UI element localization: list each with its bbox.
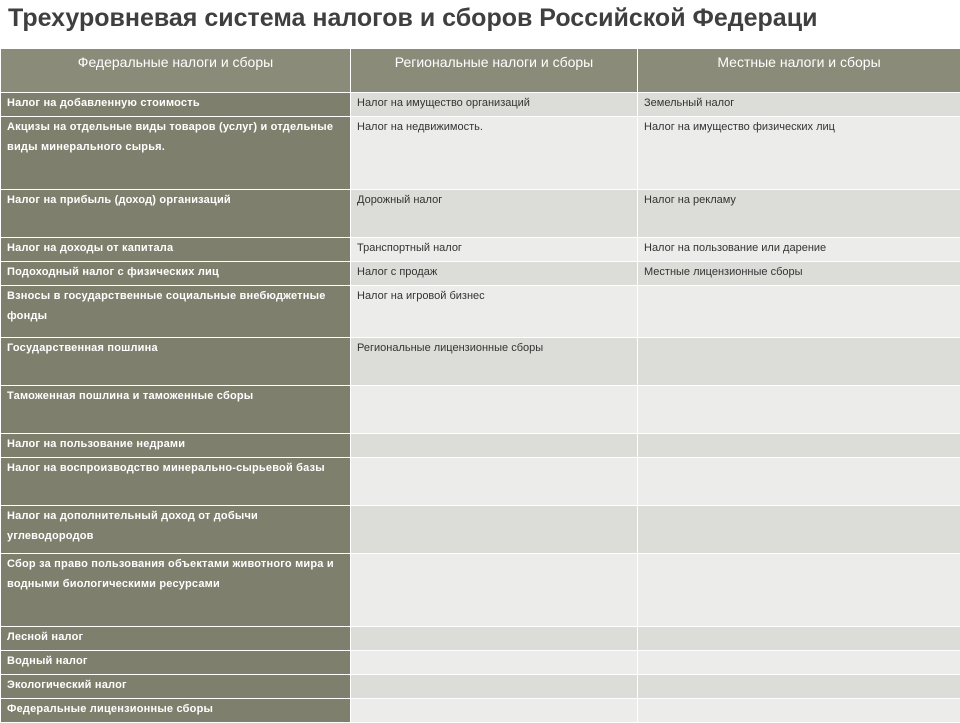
table-header-row [1,49,960,93]
header-federal: Федеральные налоги и сборы [1,49,351,93]
local-cell: Налог на рекламу [638,190,960,238]
regional-cell [351,458,638,506]
table-row [1,675,960,699]
federal-cell: Водный налог [1,651,351,675]
table-row [1,190,960,238]
federal-cell: Подоходный налог с физических лиц [1,262,351,286]
table-row [1,627,960,651]
regional-cell [351,627,638,651]
local-cell [638,458,960,506]
federal-cell: Налог на пользование недрами [1,434,351,458]
federal-cell: Государственная пошлина [1,338,351,386]
table-row [1,238,960,262]
local-cell: Земельный налог [638,93,960,117]
regional-cell: Налог на игровой бизнес [351,286,638,338]
table-row [1,651,960,675]
regional-cell: Дорожный налог [351,190,638,238]
regional-cell: Налог на недвижимость. [351,117,638,190]
regional-cell [351,506,638,554]
federal-cell: Лесной налог [1,627,351,651]
regional-cell [351,651,638,675]
regional-cell: Региональные лицензионные сборы [351,338,638,386]
table-row [1,458,960,506]
local-cell: Налог на имущество физических лиц [638,117,960,190]
regional-cell [351,386,638,434]
table-row [1,554,960,627]
local-cell [638,651,960,675]
regional-cell: Налог на имущество организаций [351,93,638,117]
regional-cell [351,675,638,699]
local-cell [638,506,960,554]
local-cell [638,699,960,723]
table-row [1,262,960,286]
federal-cell: Налог на дополнительный доход от добычи углеводородов [1,506,351,554]
federal-cell: Налог на прибыль (доход) организаций [1,190,351,238]
table-row [1,338,960,386]
local-cell [638,386,960,434]
local-cell [638,675,960,699]
local-cell: Налог на пользование или дарение [638,238,960,262]
local-cell [638,627,960,651]
header-local: Местные налоги и сборы [638,49,960,93]
federal-cell: Экологический налог [1,675,351,699]
table-row [1,434,960,458]
page-title: Трехуровневая система налогов и сборов Российской Федераци [8,4,817,33]
federal-cell: Акцизы на отдельные виды товаров (услуг) и отдельные виды минерального сырья. [1,117,351,190]
local-cell: Местные лицензионные сборы [638,262,960,286]
local-cell [638,286,960,338]
regional-cell: Транспортный налог [351,238,638,262]
federal-cell: Налог на воспроизводство минерально-сырьевой базы [1,458,351,506]
table-row [1,286,960,338]
federal-cell: Взносы в государственные социальные внебюджетные фонды [1,286,351,338]
regional-cell [351,554,638,627]
federal-cell: Федеральные лицензионные сборы [1,699,351,723]
regional-cell: Налог с продаж [351,262,638,286]
local-cell [638,434,960,458]
regional-cell [351,699,638,723]
federal-cell: Сбор за право пользования объектами животного мира и водными биологическими ресурсами [1,554,351,627]
federal-cell: Налог на доходы от капитала [1,238,351,262]
local-cell [638,554,960,627]
table-row [1,117,960,190]
table-row [1,699,960,723]
header-regional: Региональные налоги и сборы [351,49,638,93]
regional-cell [351,434,638,458]
table-row [1,93,960,117]
table-row [1,386,960,434]
local-cell [638,338,960,386]
tax-system-table [0,48,960,723]
federal-cell: Таможенная пошлина и таможенные сборы [1,386,351,434]
table-row [1,506,960,554]
federal-cell: Налог на добавленную стоимость [1,93,351,117]
